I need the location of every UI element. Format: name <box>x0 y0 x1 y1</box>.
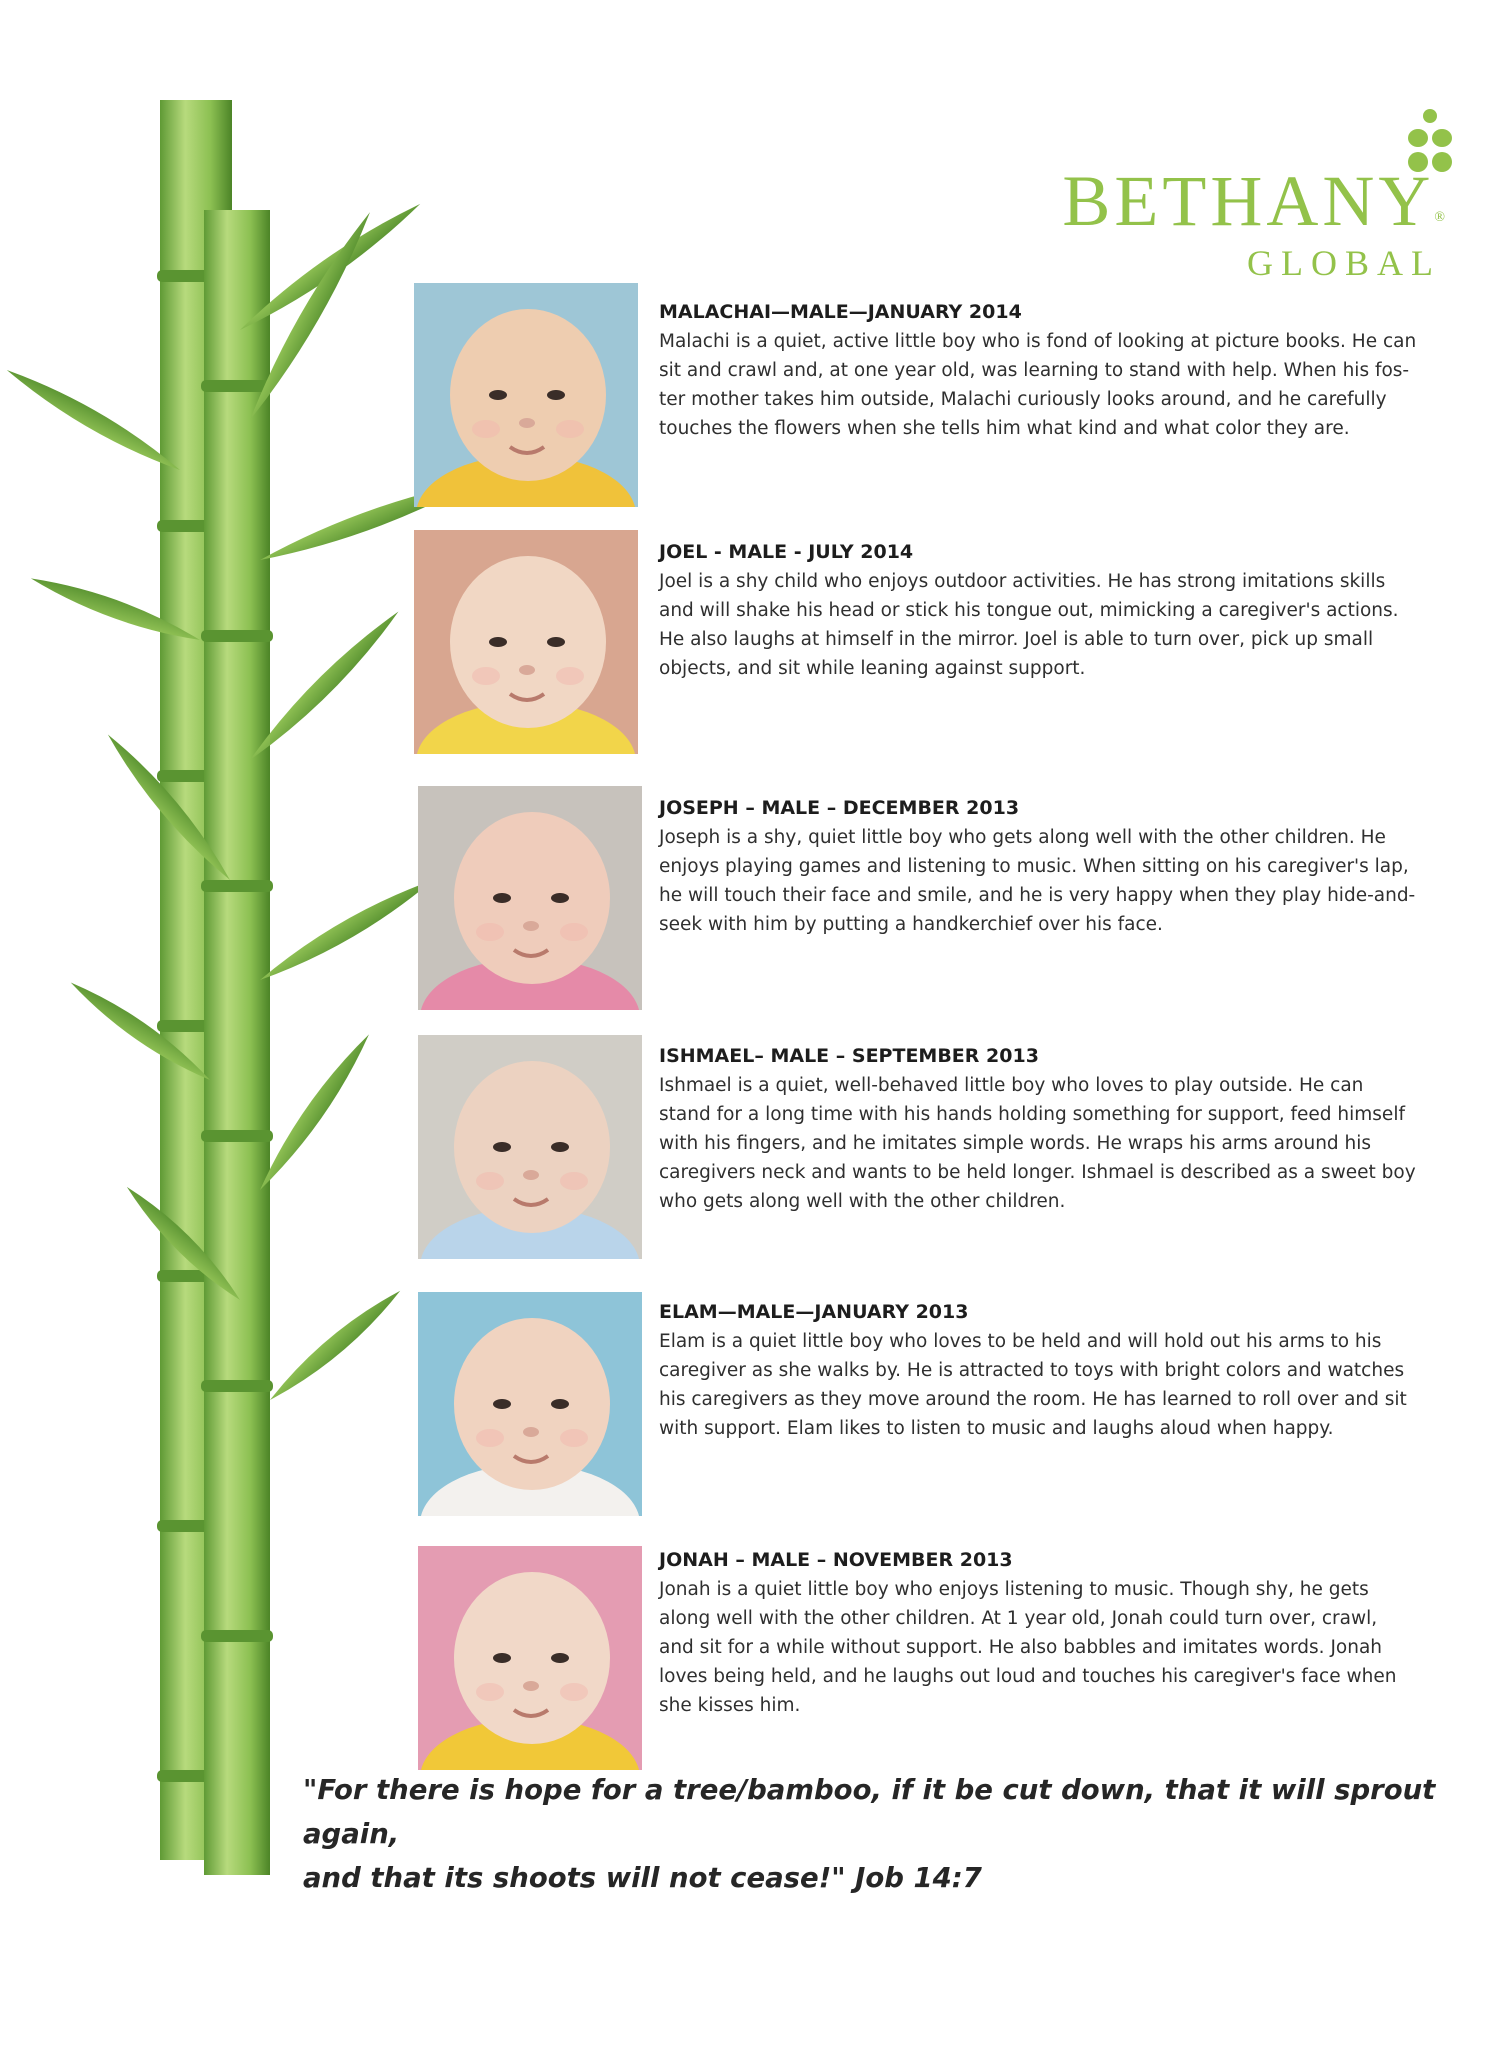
description-line: Jonah is a quiet little boy who enjoys listening to music. Though shy, he gets <box>659 1579 1369 1600</box>
description-line: along well with the other children. At 1 year old, Jonah could turn over, crawl, <box>659 1608 1378 1629</box>
child-description <box>659 1327 1449 1443</box>
description-line: He also laughs at himself in the mirror. Joel is able to turn over, pick up small <box>659 629 1374 650</box>
baby-portrait-icon <box>418 1546 642 1770</box>
description-line: touches the flowers when she tells him what kind and what color they are. <box>659 418 1350 439</box>
logo-subtitle: GLOBAL <box>1247 243 1441 283</box>
description-line: Elam is a quiet little boy who loves to be held and will hold out his arms to his <box>659 1331 1382 1352</box>
description-line: caregiver as she walks by. He is attracted to toys with bright colors and watches <box>659 1360 1405 1381</box>
child-description <box>659 823 1449 939</box>
quote-line: "For there is hope for a tree/bamboo, if it be cut down, that it will sprout again, <box>303 1774 1436 1850</box>
scripture-quote <box>303 1768 1463 1900</box>
photo-malachai <box>414 283 638 507</box>
bamboo-leaf <box>256 872 438 988</box>
bamboo-leaf <box>253 1029 377 1195</box>
description-line: ter mother takes him outside, Malachi curiously looks around, and he carefully <box>659 389 1387 410</box>
description-line: Joseph is a shy, quiet little boy who gets along well with the other children. He <box>659 827 1386 848</box>
description-line: objects, and sit while leaning against support. <box>659 658 1086 679</box>
child-description <box>659 567 1449 683</box>
child-entry-ishmael <box>659 1042 1449 1216</box>
description-line: sit and crawl and, at one year old, was learning to stand with help. When his fos- <box>659 360 1410 381</box>
photo-elam <box>418 1292 642 1516</box>
description-line: and sit for a while without support. He also babbles and imitates words. Jonah <box>659 1637 1383 1658</box>
photo-joel <box>414 530 638 754</box>
bamboo-node <box>201 1130 273 1142</box>
child-description <box>659 1575 1449 1720</box>
bamboo-node <box>201 880 273 892</box>
quote-line: and that its shoots will not cease!" Job 14:7 <box>303 1862 982 1894</box>
child-title: JOEL - MALE - JULY 2014 <box>659 541 914 563</box>
photo-jonah <box>418 1546 642 1770</box>
description-line: with support. Elam likes to listen to music and laughs aloud when happy. <box>659 1418 1334 1439</box>
description-line: seek with him by putting a handkerchief over his face. <box>659 914 1163 935</box>
child-entry-elam <box>659 1298 1449 1443</box>
description-line: stand for a long time with his hands holding something for support, feed himself <box>659 1104 1405 1125</box>
child-title: JONAH – MALE – NOVEMBER 2013 <box>659 1549 1013 1571</box>
description-line: who gets along well with the other children. <box>659 1191 1066 1212</box>
child-entry-jonah <box>659 1546 1449 1720</box>
child-description <box>659 327 1449 443</box>
child-title: MALACHAI—MALE—JANUARY 2014 <box>659 301 1022 323</box>
bamboo-leaf <box>257 473 440 569</box>
description-line: and will shake his head or stick his tongue out, mimicking a caregiver's actions. <box>659 600 1399 621</box>
child-title: ISHMAEL– MALE – SEPTEMBER 2013 <box>659 1045 1039 1067</box>
bamboo-stalk-front <box>204 210 270 1875</box>
bamboo-node <box>201 1630 273 1642</box>
bamboo-leaf <box>264 1284 406 1407</box>
description-line: she kisses him. <box>659 1695 801 1716</box>
baby-portrait-icon <box>414 530 638 754</box>
photo-joseph <box>418 786 642 1010</box>
child-entry-joel <box>659 538 1449 683</box>
logo-name-text: BETHANY <box>1062 161 1435 241</box>
description-line: Ishmael is a quiet, well-behaved little boy who loves to play outside. He can <box>659 1075 1364 1096</box>
baby-portrait-icon <box>418 1035 642 1259</box>
logo-wordmark <box>1062 161 1445 241</box>
description-line: his caregivers as they move around the room. He has learned to roll over and sit <box>659 1389 1407 1410</box>
photo-ishmael <box>418 1035 642 1259</box>
description-line: Joel is a shy child who enjoys outdoor activities. He has strong imitations skills <box>659 571 1386 592</box>
description-line: he will touch their face and smile, and he is very happy when they play hide-and- <box>659 885 1416 906</box>
bamboo-node <box>201 1380 273 1392</box>
bamboo-leaf <box>2 362 184 478</box>
description-line: Malachi is a quiet, active little boy who is fond of looking at picture books. He can <box>659 331 1417 352</box>
child-title: JOSEPH – MALE – DECEMBER 2013 <box>659 797 1020 819</box>
description-line: loves being held, and he laughs out loud and touches his caregiver's face when <box>659 1666 1397 1687</box>
description-line: caregivers neck and wants to be held longer. Ishmael is described as a sweet boy <box>659 1162 1416 1183</box>
bamboo-node <box>201 630 273 642</box>
baby-portrait-icon <box>418 786 642 1010</box>
child-title: ELAM—MALE—JANUARY 2013 <box>659 1301 969 1323</box>
logo-registered-mark: ® <box>1434 210 1445 225</box>
child-entry-joseph <box>659 794 1449 939</box>
bamboo-illustration <box>0 0 440 1880</box>
bamboo-node <box>201 380 273 392</box>
baby-portrait-icon <box>418 1292 642 1516</box>
description-line: enjoys playing games and listening to music. When sitting on his caregiver's lap, <box>659 856 1409 877</box>
child-entry-malachai <box>659 298 1449 443</box>
child-description <box>659 1071 1449 1216</box>
baby-portrait-icon <box>414 283 638 507</box>
description-line: with his fingers, and he imitates simple words. He wraps his arms around his <box>659 1133 1372 1154</box>
